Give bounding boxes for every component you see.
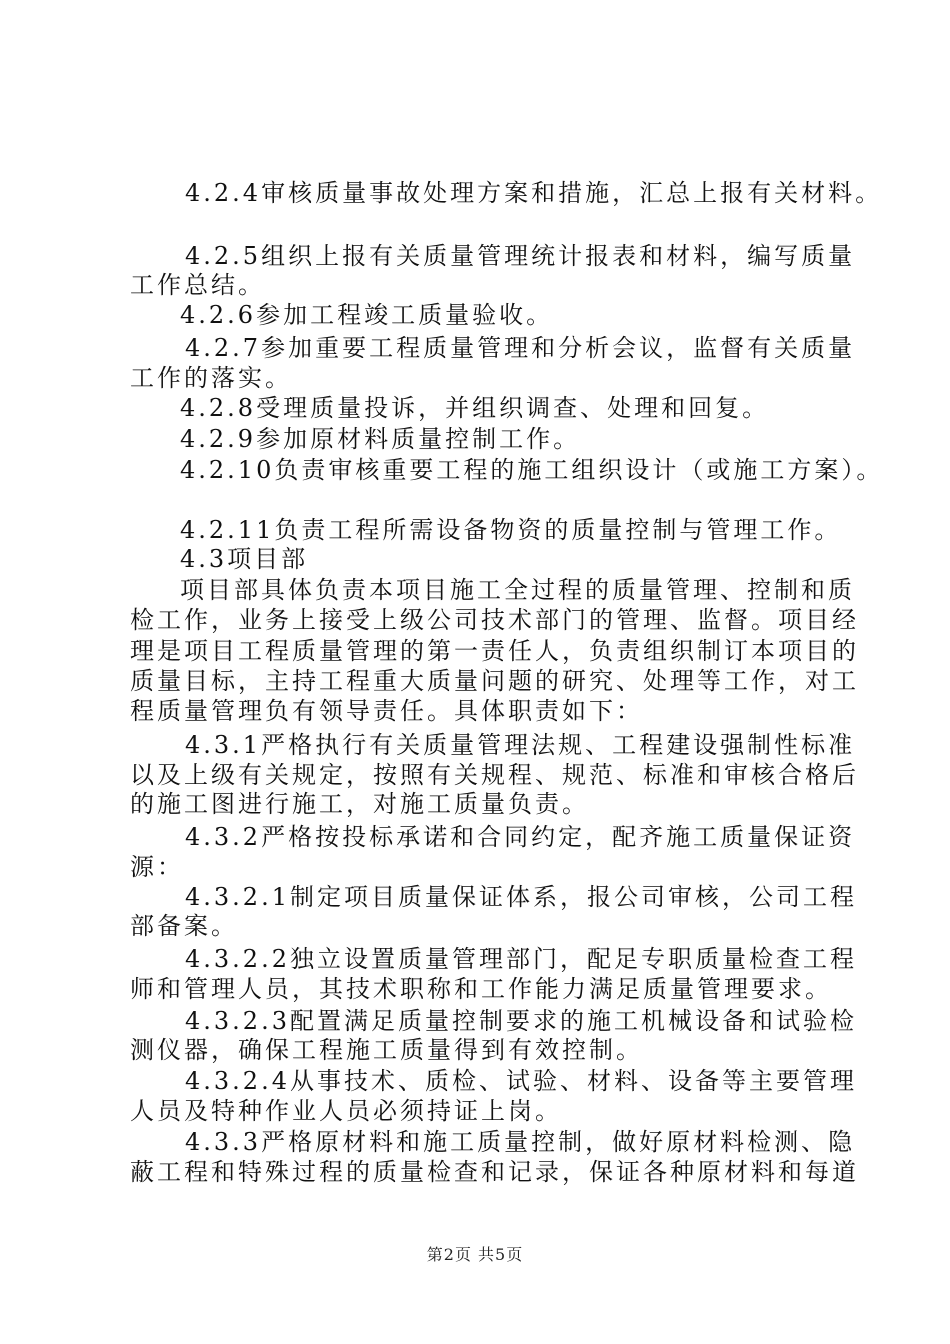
text-line-19: 的施工图进行施工，对施工质量负责。 xyxy=(130,790,589,818)
text-line-25: 师和管理人员，其技术职称和工作能力满足质量管理要求。 xyxy=(130,975,832,1003)
page-footer: 第2页 共5页 xyxy=(426,1245,524,1264)
text-line-1: 4.2.4审核质量事故处理方案和措施，汇总上报有关材料。 xyxy=(185,179,883,207)
text-line-23: 部备案。 xyxy=(130,912,238,940)
text-line-4: 4.2.6参加工程竣工质量验收。 xyxy=(180,301,554,329)
text-line-3: 工作总结。 xyxy=(130,271,265,299)
text-line-7: 4.2.8受理质量投诉，并组织调查、处理和回复。 xyxy=(180,394,770,422)
text-line-5: 4.2.7参加重要工程质量管理和分析会议，监督有关质量 xyxy=(185,334,856,362)
text-line-29: 人员及特种作业人员必须持证上岗。 xyxy=(130,1097,562,1125)
text-line-30: 4.3.3严格原材料和施工质量控制，做好原材料检测、隐 xyxy=(185,1128,856,1156)
text-line-31: 蔽工程和特殊过程的质量检查和记录，保证各种原材料和每道 xyxy=(130,1158,859,1186)
text-line-27: 测仪器，确保工程施工质量得到有效控制。 xyxy=(130,1036,643,1064)
text-line-8: 4.2.9参加原材料质量控制工作。 xyxy=(180,425,581,453)
text-line-28: 4.3.2.4从事技术、质检、试验、材料、设备等主要管理 xyxy=(185,1067,857,1095)
text-line-24: 4.3.2.2独立设置质量管理部门，配足专职质量检查工程 xyxy=(185,945,857,973)
text-line-21: 源： xyxy=(130,853,184,881)
text-line-22: 4.3.2.1制定项目质量保证体系，报公司审核，公司工程 xyxy=(185,883,857,911)
text-line-13: 检工作，业务上接受上级公司技术部门的管理、监督。项目经 xyxy=(130,606,859,634)
section-heading: 4.3项目部 xyxy=(180,545,309,573)
text-line-20: 4.3.2严格按投标承诺和合同约定，配齐施工质量保证资 xyxy=(185,823,856,851)
text-line-16: 程质量管理负有领导责任。具体职责如下： xyxy=(130,697,643,725)
text-line-17: 4.3.1严格执行有关质量管理法规、工程建设强制性标准 xyxy=(185,731,856,759)
text-line-6: 工作的落实。 xyxy=(130,364,292,392)
text-line-12: 项目部具体负责本项目施工全过程的质量管理、控制和质 xyxy=(180,576,855,604)
text-line-2: 4.2.5组织上报有关质量管理统计报表和材料，编写质量 xyxy=(185,242,856,270)
text-line-15: 质量目标，主持工程重大质量问题的研究、处理等工作，对工 xyxy=(130,667,859,695)
text-line-14: 理是项目工程质量管理的第一责任人，负责组织制订本项目的 xyxy=(130,637,859,665)
text-line-18: 以及上级有关规定，按照有关规程、规范、标准和审核合格后 xyxy=(130,761,859,789)
text-line-9: 4.2.10负责审核重要工程的施工组织设计（或施工方案）。 xyxy=(180,456,884,484)
text-line-10: 4.2.11负责工程所需设备物资的质量控制与管理工作。 xyxy=(180,516,842,544)
text-line-26: 4.3.2.3配置满足质量控制要求的施工机械设备和试验检 xyxy=(185,1007,857,1035)
